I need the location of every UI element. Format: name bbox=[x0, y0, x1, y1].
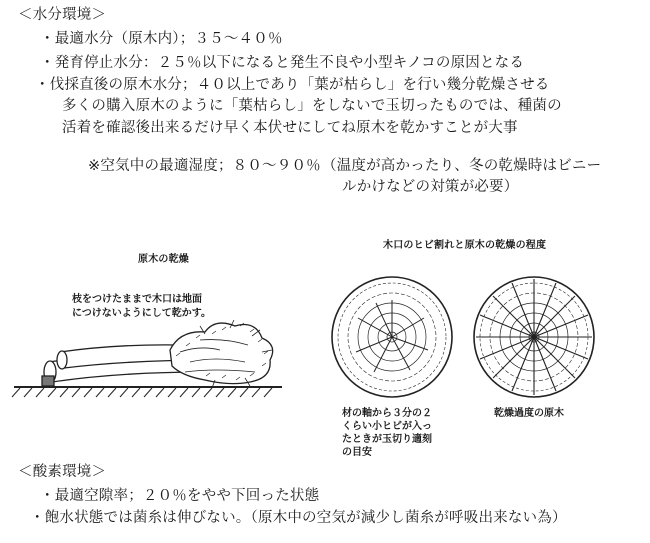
log-cross-section-cracked bbox=[332, 277, 452, 397]
humidity-line: ※空気中の最適湿度；８０～９０％ bbox=[88, 158, 321, 174]
figure-right-caption-left-3: たときが玉切り適刻 bbox=[342, 434, 432, 445]
figure-right-caption-right: 乾燥過度の原木 bbox=[494, 408, 564, 419]
oxygen-heading: ＜酸素環境＞ bbox=[18, 464, 107, 480]
figure-right-caption-left-1: 材の軸から３分の２ bbox=[342, 408, 432, 419]
figure-right-caption-left-2: くらい小ヒビが入っ bbox=[342, 421, 432, 432]
humidity-note-2: ルかけなどの対策が必要） bbox=[342, 179, 519, 195]
water-line-optimal: ・最適水分（原木内）；３５～４０％ bbox=[40, 31, 283, 47]
figure-left-caption-2: につけないようにして乾かす。 bbox=[72, 308, 211, 319]
log-cross-section-overdried bbox=[474, 277, 594, 397]
log-drying-illustration bbox=[12, 320, 282, 397]
oxygen-line-porosity: ・最適空隙率；２０％をやや下回った状態 bbox=[40, 488, 320, 504]
oxygen-line-saturation: ・飽水状態では菌糸は伸びない。（原木中の空気が減少し菌糸が呼吸出来ない為） bbox=[30, 510, 567, 526]
figure-right-title: 木口のヒビ割れと原木の乾燥の程度 bbox=[383, 240, 547, 251]
figure-left-caption-1: 枝をつけたままで木口は地面 bbox=[72, 294, 202, 305]
water-heading: ＜水分環境＞ bbox=[18, 7, 107, 23]
humidity-note-1: （温度が高かったり、冬の乾燥時はビニー bbox=[322, 158, 602, 174]
water-line-stop: ・発育停止水分：２５％以下になると発生不良や小型キノコの原因となる bbox=[40, 55, 525, 71]
figure-left-title: 原木の乾燥 bbox=[138, 254, 189, 265]
water-line-importance: 活着を確認後出来るだけ早く本伏せにしてね原木を乾かすことが大事 bbox=[62, 120, 518, 136]
water-line-purchase: 多くの購入原木のように「葉枯らし」をしないで玉切ったものでは、種菌の bbox=[62, 98, 562, 114]
figure-right-caption-left-4: の目安 bbox=[342, 447, 372, 458]
water-line-felling: ・伐採直後の原木水分；４０以上であり「葉が枯らし」を行い幾分乾燥させる bbox=[35, 77, 550, 93]
